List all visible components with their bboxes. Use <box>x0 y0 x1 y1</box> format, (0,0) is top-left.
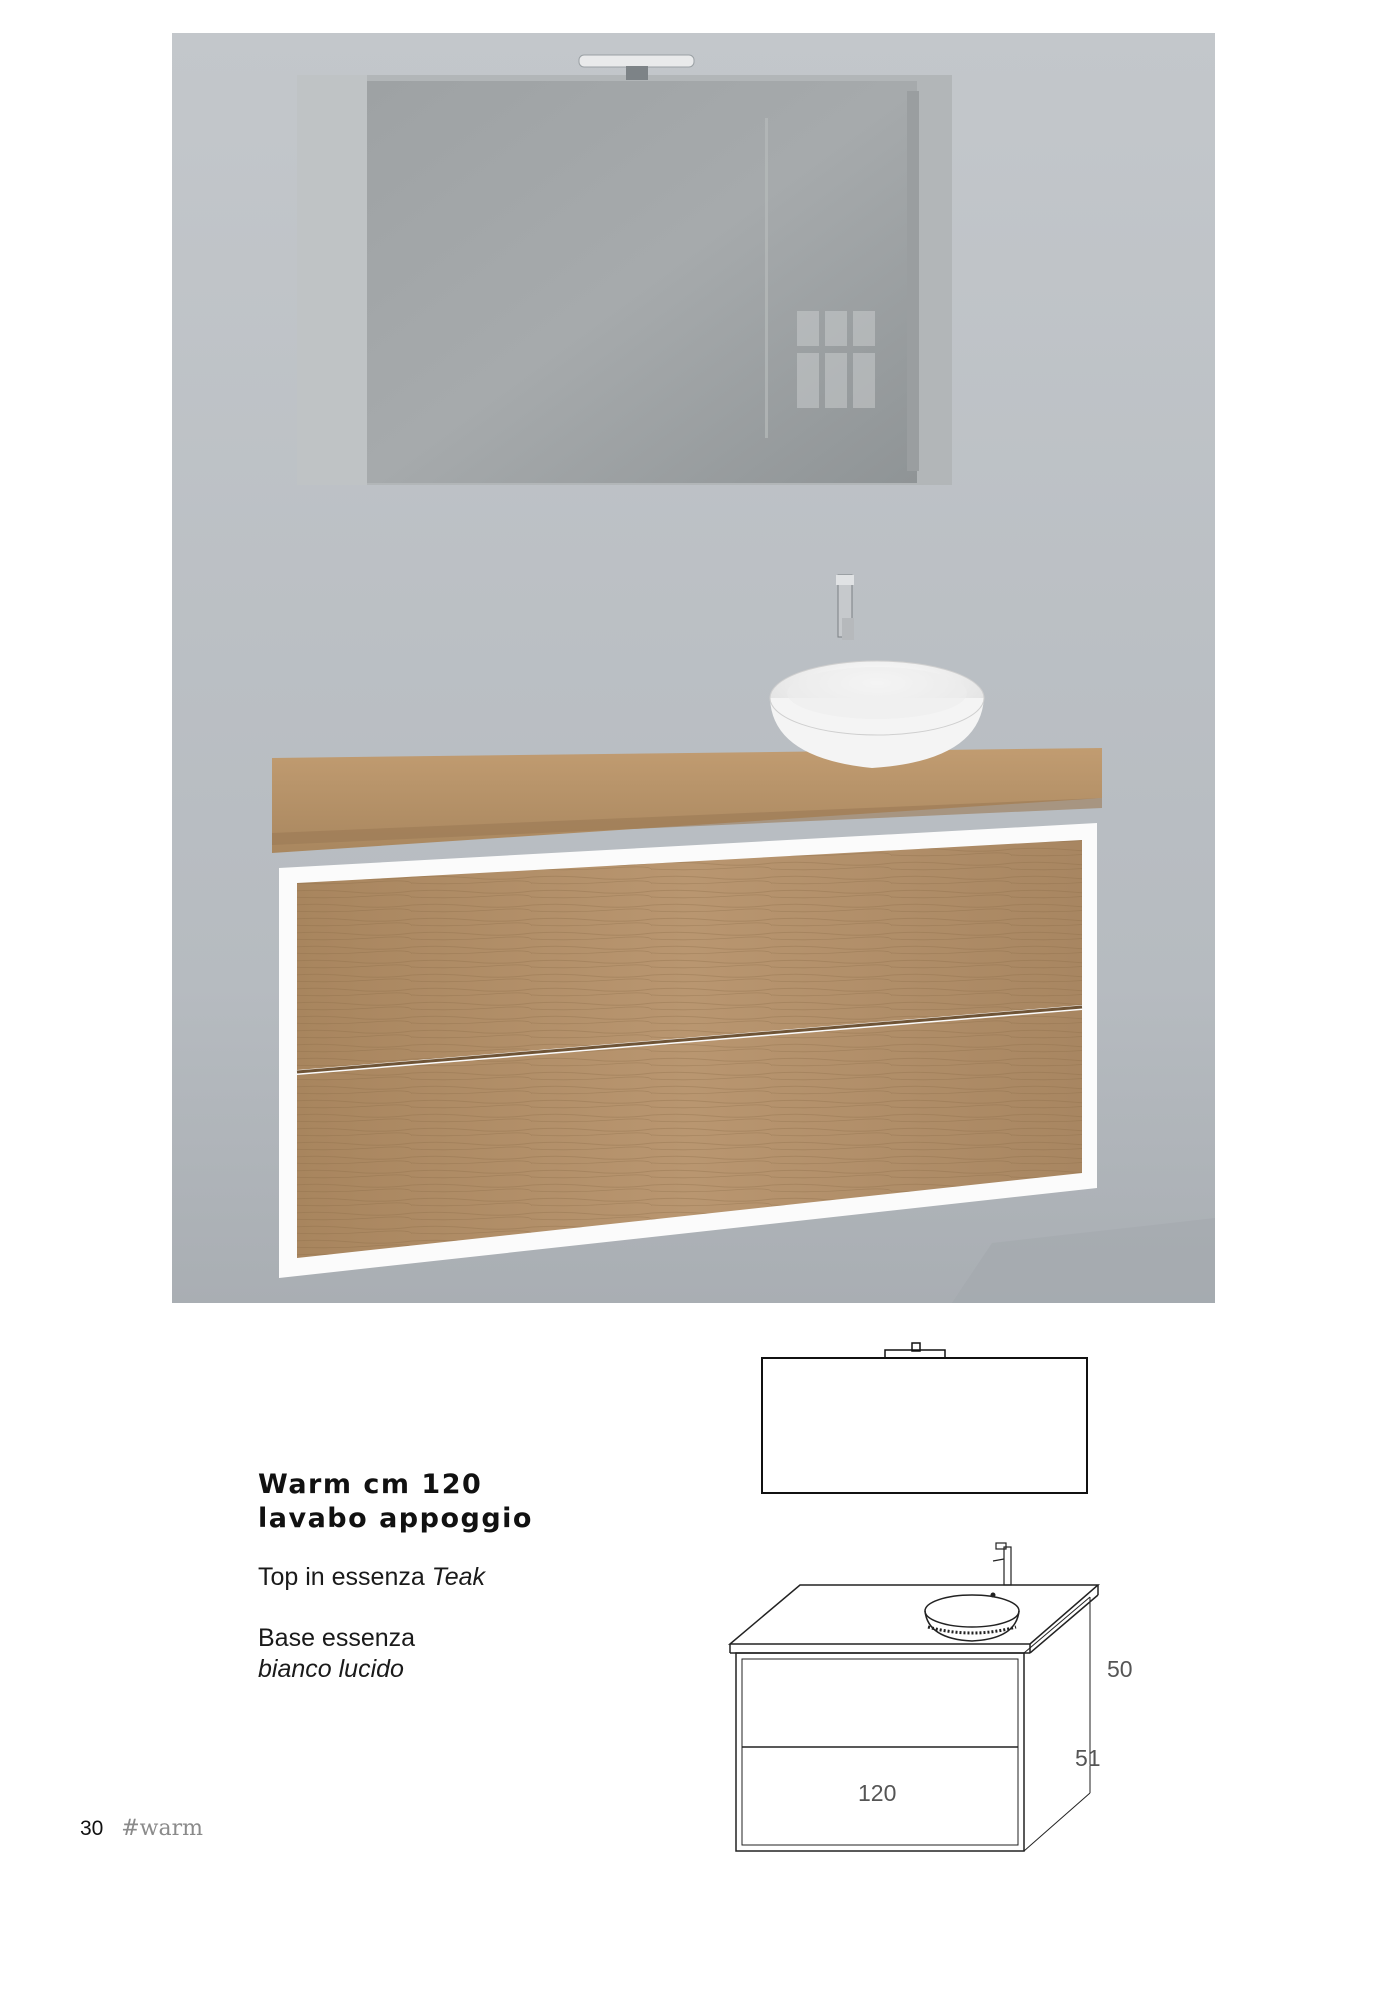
mirror-line-drawing <box>760 1338 1092 1498</box>
top-finish-prefix: Top in essenza <box>258 1563 432 1591</box>
dimension-width: 120 <box>858 1780 897 1806</box>
product-title <box>258 1468 533 1536</box>
top-finish-material: Teak <box>431 1563 486 1591</box>
top-finish-description <box>258 1562 485 1593</box>
title-line-2: lavabo appoggio <box>258 1503 533 1534</box>
dimension-depth: 51 <box>1075 1745 1101 1771</box>
cabinet-line-drawing <box>700 1535 1120 1865</box>
base-finish-material: bianco lucido <box>258 1655 404 1683</box>
title-line-1: Warm cm 120 <box>258 1469 483 1500</box>
section-tag: #warm <box>121 1816 203 1841</box>
page-number: 30 <box>80 1817 104 1840</box>
dimension-height: 50 <box>1107 1656 1133 1682</box>
base-finish-description <box>258 1623 415 1685</box>
base-finish-prefix: Base essenza <box>258 1624 416 1652</box>
page-footer <box>80 1816 203 1841</box>
product-photo <box>172 33 1215 1303</box>
